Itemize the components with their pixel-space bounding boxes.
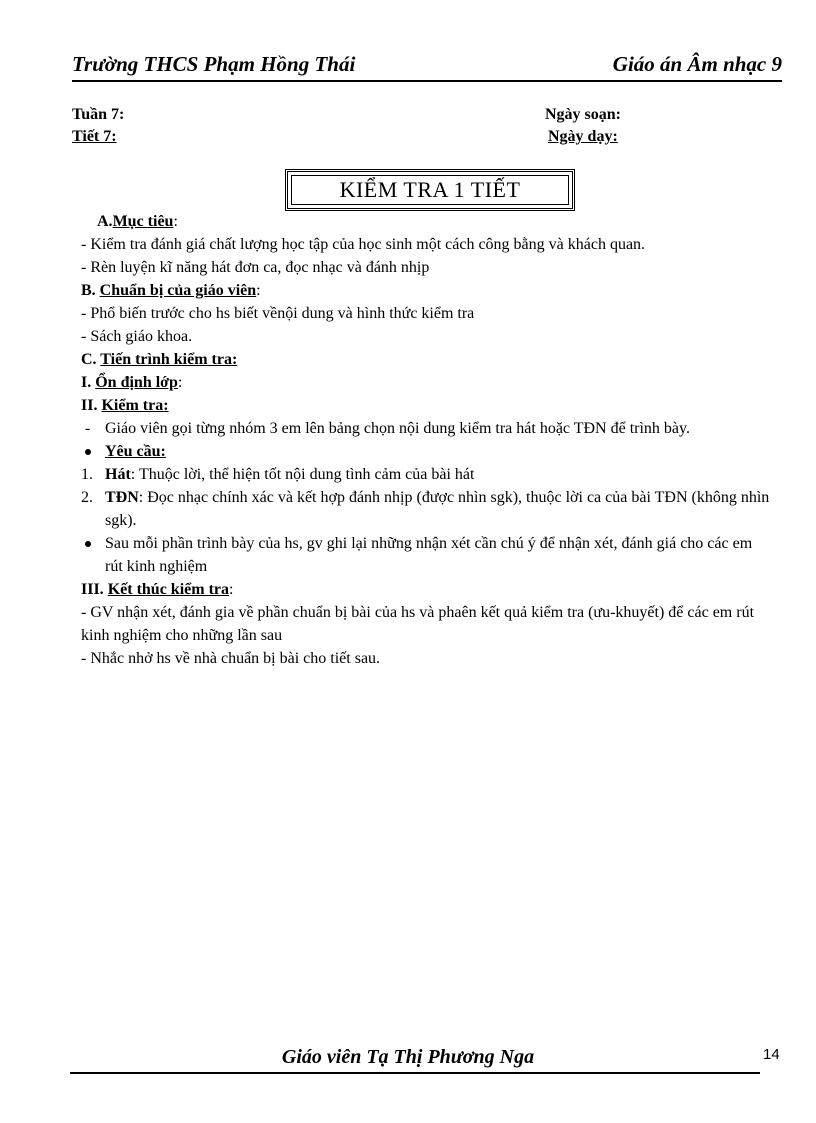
teacher-signature: Giáo viên Tạ Thị Phương Nga [281, 1046, 535, 1068]
section-i-colon: : [177, 374, 183, 391]
footer-divider [70, 1072, 760, 1074]
section-iii-title: Kết thúc kiểm tra [107, 581, 229, 598]
section-iii-prefix: III. [81, 581, 108, 598]
requirement-label-1: Hát [105, 466, 131, 483]
section-i-prefix: I. [81, 374, 96, 391]
section-b-colon: : [256, 282, 261, 299]
section-b-line-2: - Sách giáo khoa. [81, 328, 193, 345]
section-i-heading [81, 371, 771, 394]
section-a-line-1: - Kiểm tra đánh giá chất lượng học tập của học sinh một cách công bằng và khách quan. [81, 236, 646, 253]
section-c-prefix: C. [81, 351, 101, 368]
section-a-prefix: A. [97, 213, 113, 230]
requirement-number-1: 1. [81, 466, 93, 483]
section-a-heading [81, 210, 771, 233]
requirement-text-2: : Đọc nhạc chính xác và kết hợp đánh nhịp (được nhìn sgk), thuộc lời ca của bài TĐN (không nhìn sgk). [105, 489, 770, 529]
section-iii-heading [81, 578, 771, 601]
bullet-note [81, 532, 771, 578]
dash-marker: - [85, 420, 91, 437]
section-b-title: Chuẩn bị của giáo viên [99, 282, 257, 299]
section-c-title: Tiến trình kiểm tra [100, 351, 232, 368]
requirements-title: Yêu cầu: [105, 443, 166, 460]
section-ii-heading [81, 394, 771, 417]
title-box [285, 169, 575, 211]
section-i-title: Ổn định lớp [95, 374, 178, 391]
requirement-number-2: 2. [81, 489, 93, 506]
page-title: KIỂM TRA 1 TIẾT [291, 175, 569, 205]
requirement-item-2 [81, 486, 771, 532]
subject-name: Giáo án Âm nhạc 9 [612, 52, 782, 76]
section-a-title: Mục tiêu [112, 213, 174, 230]
section-a-colon: : [173, 213, 178, 230]
bullet-icon [85, 541, 91, 547]
page-number: 14 [763, 1046, 780, 1063]
section-a-line-2: - Rèn luyện kĩ năng hát đơn ca, đọc nhạc và đánh nhịp [81, 259, 430, 276]
page-header [72, 50, 782, 82]
period-label: Tiết 7: [72, 128, 117, 145]
section-b-heading [81, 279, 771, 302]
requirements-heading [81, 440, 771, 463]
lesson-body [81, 210, 771, 670]
dash-item-text: Giáo viên gọi từng nhóm 3 em lên bảng chọn nội dung kiểm tra hát hoặc TĐN để trình bày. [105, 420, 690, 437]
requirement-text-1: : Thuộc lời, thể hiện tốt nội dung tình cảm của bài hát [130, 466, 475, 483]
section-iii-line-1: - GV nhận xét, đánh gia về phần chuẩn bị bài của hs và phaên kết quả kiểm tra (ưu-khuyết) để các em rút kinh nghiệm cho những lần sau [81, 604, 755, 644]
section-iii-colon: : [229, 581, 234, 598]
school-name: Trường THCS Phạm Hồng Thái [72, 52, 356, 76]
section-ii-title: Kiểm tra: [101, 397, 169, 414]
bullet-icon [85, 449, 91, 455]
section-b-prefix: B. [81, 282, 100, 299]
bullet-note-text: Sau mỗi phần trình bày của hs, gv ghi lại những nhận xét cần chú ý để nhận xét, đánh giá cho các em rút kinh nghiệm [105, 535, 753, 575]
section-b-line-1: - Phổ biến trước cho hs biết vềnội dung và hình thức kiểm tra [81, 305, 475, 322]
prepared-date-label: Ngày soạn: [545, 106, 622, 123]
section-c-colon: : [231, 351, 238, 368]
section-c-heading [81, 348, 771, 371]
requirement-item-1 [81, 463, 771, 486]
requirement-label-2: TĐN [105, 489, 139, 506]
week-label: Tuần 7: [72, 106, 125, 123]
section-ii-prefix: II. [81, 397, 102, 414]
teaching-date-label: Ngày dạy: [548, 128, 618, 145]
section-iii-line-2: - Nhắc nhở hs về nhà chuẩn bị bài cho tiết sau. [81, 650, 381, 667]
section-ii-dash-item [81, 417, 771, 440]
